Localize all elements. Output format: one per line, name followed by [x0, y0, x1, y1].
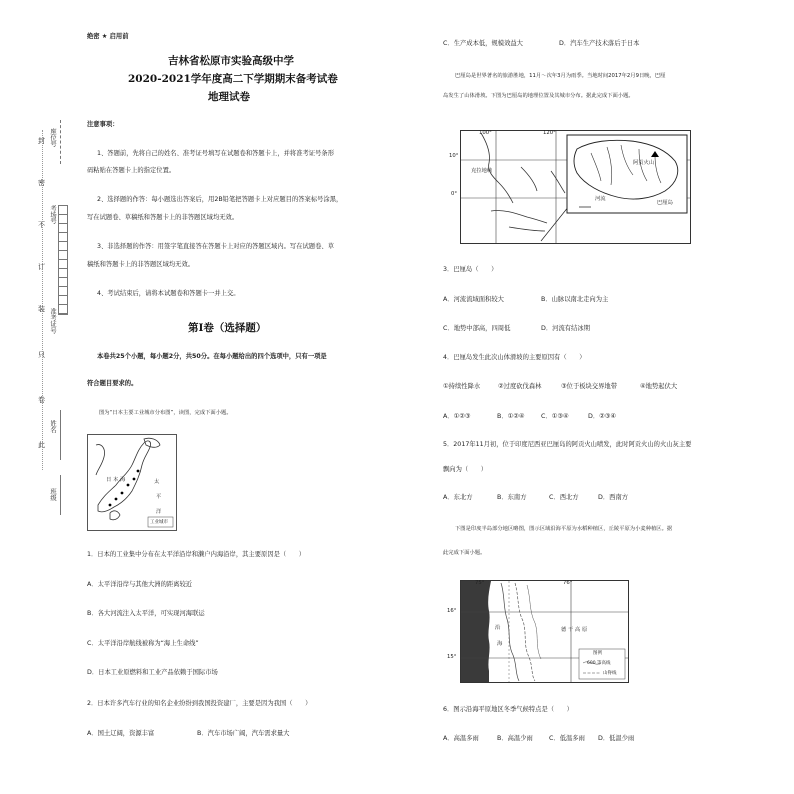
- binding-line: [42, 130, 43, 470]
- question-1: 1．日本的工业集中分布在太平洋沿岸和濑户内海沿岸，其主要原因是（ ）: [87, 551, 306, 558]
- option: D．西南方: [598, 494, 629, 501]
- option: B．汽车市场广阔，汽车需求量大: [197, 730, 290, 737]
- option: B．各大河流注入太平洋，可实现河海联运: [87, 610, 205, 617]
- bali-intro: 岛发生了山体滑坡。下图为巴厘岛的地理位置及其城市分布。据此完成下面小题。: [443, 93, 634, 99]
- question-5: 5．2017年11月初，位于印度尼西亚巴厘岛的阿贡火山喷发，此时阿贡火山的火山灰主要: [443, 441, 692, 448]
- factor: ④地势起伏大: [640, 383, 678, 390]
- binding-char: 此: [38, 441, 45, 449]
- longitude-label: 75°: [475, 580, 485, 586]
- option: A．高温多雨: [443, 735, 479, 742]
- seat-number-label: 座位号: [49, 128, 56, 147]
- legend-title: 图例: [593, 651, 602, 656]
- question-2: 2．日本许多汽车行业的知名企业纷纷到我国投资建厂，主要是因为我国（ ）: [87, 700, 312, 707]
- section-intro: 符合题目要求的。: [87, 380, 138, 387]
- japan-intro: 图为“日本主要工业城市分布图”，读图，完成下面小题。: [99, 410, 232, 416]
- japan-sea-label: 日 本 海: [106, 477, 126, 483]
- option: D．河流有结冰期: [541, 325, 590, 332]
- ocean-label: 洋: [156, 509, 162, 515]
- name-label: 姓名: [49, 420, 56, 433]
- ticket-number-grid[interactable]: [58, 205, 68, 315]
- option: A．太平洋沿岸与其他大洲的距离较近: [87, 581, 193, 588]
- notice-title: 注意事项：: [87, 121, 119, 128]
- coast-label: 海: [497, 641, 503, 647]
- latitude-label: 10°: [449, 153, 459, 159]
- factor: ③位于板块交界地带: [561, 383, 618, 390]
- latitude-label: 0°: [451, 191, 458, 197]
- option: D．低温少雨: [598, 735, 635, 742]
- option: C．地势中部高，四周低: [443, 325, 511, 332]
- question-3: 3．巴厘岛（ ）: [443, 266, 498, 273]
- india-peninsula-map: [447, 580, 629, 683]
- factor: ②过度砍伐森林: [498, 383, 542, 390]
- question-4: 4．巴厘岛发生此次山体滑坡的主要原因有（ ）: [443, 354, 586, 361]
- notice-line: 4、考试结束后，请将本试题卷和答题卡一并上交。: [97, 290, 240, 297]
- exam-title: 2020-2021学年度高二下学期期末备考试卷: [128, 73, 338, 85]
- option: C．太平洋沿岸航线被称为“海上生命线”: [87, 640, 199, 647]
- bali-location-map: [449, 130, 691, 244]
- option: A．东北方: [443, 494, 473, 501]
- factor: ①持续性降水: [443, 383, 481, 390]
- option: A．国土辽阔，资源丰富: [87, 730, 155, 737]
- option: D．汽车生产技术落后于日本: [559, 40, 640, 47]
- class-label: 班级: [49, 488, 56, 501]
- option: B．高温少雨: [497, 735, 533, 742]
- legend-contour: 600 等高线: [587, 661, 611, 666]
- notice-line: 3、非选择题的作答：用签字笔直接答在答题卡上对应的答题区域内。写在试题卷、草: [97, 243, 334, 250]
- volcano-label: 阿贡火山: [633, 160, 655, 166]
- binding-char: 订: [38, 263, 45, 271]
- binding-char: 只: [38, 351, 45, 359]
- option: C．低温多雨: [549, 735, 585, 742]
- notice-line: 码粘贴在答题卡上的指定位置。: [87, 167, 176, 174]
- option: B．①②④: [497, 413, 525, 420]
- exam-room-label: 考场号: [49, 205, 56, 224]
- ocean-label: 平: [156, 494, 162, 500]
- notice-line: 写在试题卷、草稿纸和答题卡上的非答题区域均无效。: [87, 214, 239, 221]
- option: B．东南方: [497, 494, 527, 501]
- binding-char: 卷: [38, 396, 45, 404]
- secret-mark: 绝密 ★ 启用前: [87, 33, 129, 40]
- india-intro: 下图是印度半岛部分地区略图，图示区域沿海平原为水稻种植区，丘陵平原为小麦种植区。据: [455, 526, 673, 532]
- longitude-label: 100°: [479, 130, 492, 136]
- option: C．①③④: [541, 413, 569, 420]
- strait-label: 克拉地峡: [471, 168, 493, 174]
- longitude-label: 120°: [543, 130, 556, 136]
- name-field[interactable]: [60, 410, 62, 460]
- subject-title: 地理试卷: [208, 91, 250, 103]
- option: A．①②③: [443, 413, 471, 420]
- option: D．日本工业原燃料和工业产品依赖于国际市场: [87, 669, 218, 676]
- latitude-label: 15°: [447, 654, 457, 660]
- binding-char: 装: [38, 305, 45, 313]
- section-intro: 本卷共25个小题，每小题2分，共50分。在每小题给出的四个选项中，只有一项是: [97, 353, 327, 360]
- notice-line: 2、选择题的作答：每小题选出答案后，用2B铅笔把答题卡上对应题目的答案标号涂黑，: [97, 196, 343, 203]
- seat-number-field[interactable]: [60, 120, 62, 164]
- option: A．河流流域面积较大: [443, 296, 504, 303]
- binding-char: 封: [38, 137, 45, 145]
- binding-char: 密: [38, 179, 45, 187]
- coast-label: 沿: [495, 625, 501, 631]
- question-6: 6．图示沿海平原地区冬季气候特点是（ ）: [443, 706, 573, 713]
- bali-intro: 巴厘岛是世界著名的旅游胜地，11月～次年3月为雨季。当地时间2017年2月9日晚，巴厘: [455, 73, 666, 79]
- india-intro: 此完成下面小题。: [443, 550, 486, 556]
- island-label: 巴厘岛: [657, 200, 673, 206]
- section-title: 第Ⅰ卷（选择题）: [188, 322, 267, 334]
- option: C．生产成本低，规模效益大: [443, 40, 523, 47]
- latitude-label: 16°: [447, 608, 457, 614]
- plateau-label: 德 干 高 原: [561, 627, 588, 633]
- question-5-cont: 飘向为（ ）: [443, 466, 488, 473]
- legend-river-label: 河流: [595, 196, 606, 202]
- option: B．山脉以南北走向为主: [541, 296, 609, 303]
- class-field[interactable]: [60, 475, 62, 515]
- binding-char: 不: [38, 221, 45, 229]
- ticket-number-label: 准考证号: [49, 308, 56, 334]
- legend-ridge: 山脊线: [603, 671, 617, 676]
- option: C．西北方: [549, 494, 579, 501]
- japan-industrial-map: [87, 434, 177, 531]
- option: D．②③④: [588, 413, 617, 420]
- notice-line: 1、答题前，先将自己的姓名、准考证号填写在试题卷和答题卡上，并将准考证号条形: [97, 150, 334, 157]
- longitude-label: 76°: [563, 580, 573, 586]
- ocean-label: 太: [154, 479, 160, 485]
- school-title: 吉林省松原市实验高级中学: [168, 55, 294, 67]
- notice-line: 稿纸和答题卡上的非答题区域均无效。: [87, 261, 195, 268]
- map-legend: 工业城市: [150, 520, 168, 525]
